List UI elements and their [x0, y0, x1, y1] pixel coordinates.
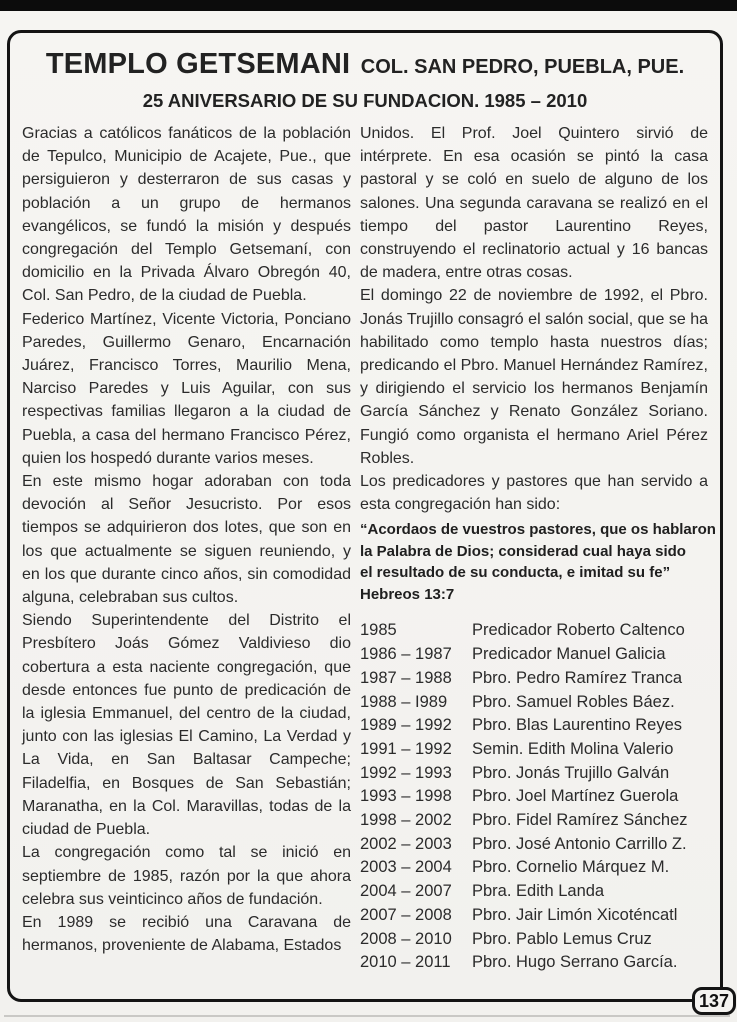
page-number-badge: 137 [692, 987, 736, 1015]
pastor-name: Pbro. Pedro Ramírez Tranca [472, 668, 683, 687]
pastor-years: 1992 – 1993 [360, 763, 452, 782]
pastor-years: 2002 – 2003 [360, 834, 452, 853]
pastor-name: Pbro. Jonás Trujillo Galván [472, 763, 670, 782]
pastor-years: 2007 – 2008 [360, 905, 452, 924]
scan-artifact-line [4, 1015, 730, 1017]
pastor-name: Pbro. Samuel Robles Báez. [472, 692, 675, 711]
pastor-years: 1988 – I989 [360, 692, 448, 711]
pastor-name: Pbro. Blas Laurentino Reyes [472, 716, 683, 735]
right-column-paragraphs [360, 122, 708, 470]
pastor-name: Pbra. Edith Landa [472, 882, 605, 901]
paragraph: Federico Martínez, Vicente Victoria, Ponciano Paredes, Guillermo Genaro, Encarnación Juárez, Francisco Torres, Maurilio Mena, Narciso Paredes y Luis Aguilar, con sus respectivas familias llegaron a la ciudad de Puebla, a casa del hermano Francisco Pérez, quien los hospedó durante varios meses. [22, 310, 351, 467]
pastor-name: Pbro. Pablo Lemus Cruz [472, 929, 652, 948]
page-subtitle: 25 ANIVERSARIO DE SU FUNDACION. 1985 – 2010 [142, 90, 588, 111]
pastor-row [360, 809, 708, 833]
pastor-years: 1985 [360, 621, 397, 640]
pastors-intro: Los predicadores y pastores que han servido a esta congregación han sido: [360, 473, 708, 514]
pastor-name: Pbro. Jair Limón Xicoténcatl [472, 905, 678, 924]
pastor-row [360, 691, 708, 715]
pastor-years: 1986 – 1987 [360, 645, 452, 664]
pastor-years: 1991 – 1992 [360, 739, 452, 758]
paragraph: El domingo 22 de noviembre de 1992, el Pbro. Jonás Trujillo consagró el salón social, que se ha habilitado como templo hasta nuestros días; predicando el Pbro. Manuel Hernández Ramírez, y dirigiendo el servicio los hermanos Benjamín García Sánchez y Renato González Soriano. Fungió como organista el hermano Ariel Pérez Robles. [360, 287, 708, 467]
quote-line: Hebreos 13:7 [360, 585, 455, 603]
pastors-list [360, 619, 708, 975]
pastor-row [360, 785, 708, 809]
quote-line: la Palabra de Dios; considerad cual haya sido [360, 542, 686, 560]
pastor-row [360, 880, 708, 904]
page-border [7, 30, 723, 1002]
paragraph: La congregación como tal se inició en septiembre de 1985, razón por la que ahora celebra sus veinticinco años de fundación. [22, 844, 351, 908]
pastor-row [360, 951, 708, 975]
right-column [360, 122, 716, 975]
title-location: COL. SAN PEDRO, PUEBLA, PUE. [360, 56, 685, 78]
pastor-row [360, 643, 708, 667]
pastor-years: 1987 – 1988 [360, 668, 452, 687]
pastor-name: Semin. Edith Molina Valerio [472, 739, 674, 758]
pastor-years: 1998 – 2002 [360, 811, 452, 830]
pastor-years: 1993 – 1998 [360, 787, 452, 806]
page-header [22, 47, 708, 113]
pastor-name: Pbro. José Antonio Carrillo Z. [472, 834, 687, 853]
pastor-row [360, 833, 708, 857]
pastor-years: 2008 – 2010 [360, 929, 452, 948]
pastor-name: Pbro. Hugo Serrano García. [472, 953, 678, 972]
paragraph: En este mismo hogar adoraban con toda devoción al Señor Jesucristo. Por esos tiempos se adquirieron dos lotes, que son en los que actualmente se siguen reuniendo, y en los que durante cinco años, sin comodidad alguna, celebraban sus cultos. [22, 473, 351, 607]
pastor-years: 2003 – 2004 [360, 858, 452, 877]
pastor-row [360, 714, 708, 738]
pastor-row [360, 619, 708, 643]
pastor-row [360, 762, 708, 786]
quote-line: el resultado de su conducta, e imitad su fe” [360, 564, 671, 582]
pastor-row [360, 856, 708, 880]
scripture-quote [360, 519, 716, 605]
pastor-row [360, 667, 708, 691]
pastor-row [360, 904, 708, 928]
text-columns [22, 122, 716, 975]
paragraph: En 1989 se recibió una Caravana de hermanos, proveniente de Alabama, Estados [22, 913, 351, 955]
page-title: TEMPLO GETSEMANI [45, 48, 351, 80]
pastor-name: Predicador Manuel Galicia [472, 645, 666, 664]
pastor-name: Predicador Roberto Caltenco [472, 621, 685, 640]
quote-line: “Acordaos de vuestros pastores, que os hablaron [360, 521, 716, 539]
paragraph: Gracias a católicos fanáticos de la población de Tepulco, Municipio de Acajete, Pue., que persiguieron y desterraron de sus casas y población a un grupo de hermanos evangélicos, se fundó la misión y después congregación del Templo Getsemaní, con domicilio en la Privada Álvaro Obregón 40, Col. San Pedro, de la ciudad de Puebla. [22, 125, 351, 305]
pastor-years: 2004 – 2007 [360, 882, 452, 901]
pastor-row [360, 738, 708, 762]
pastor-years: 2010 – 2011 [360, 953, 451, 972]
scanner-edge-bar [0, 0, 737, 11]
pastor-name: Pbro. Fidel Ramírez Sánchez [472, 811, 688, 830]
left-column [22, 122, 351, 975]
paragraph: Unidos. El Prof. Joel Quintero sirvió de intérprete. En esa ocasión se pintó la casa pastoral y se coló en suelo de alguno de los salones. Una segunda caravana se realizó en el tiempo del pastor Laurentino Reyes, construyendo el reclinatorio actual y 16 bancas de madera, entre otras cosas. [360, 125, 708, 282]
pastor-name: Pbro. Cornelio Márquez M. [472, 858, 670, 877]
pastor-name: Pbro. Joel Martínez Guerola [472, 787, 679, 806]
title-line [22, 47, 708, 86]
pastor-years: 1989 – 1992 [360, 716, 452, 735]
pastor-row [360, 928, 708, 952]
paragraph: Siendo Superintendente del Distrito el Presbítero Joás Gómez Valdivieso dio cobertura a esta naciente congregación, que desde entonces fue punto de predicación de la iglesia Emmanuel, del centro de la ciudad, junto con las iglesias El Camino, La Verdad y La Vida, en San Baltasar Campeche; Filadelfia, en Bosques de San Sebastián; Maranatha, en la Col. Maravillas, todas de la ciudad de Puebla. [22, 612, 351, 839]
